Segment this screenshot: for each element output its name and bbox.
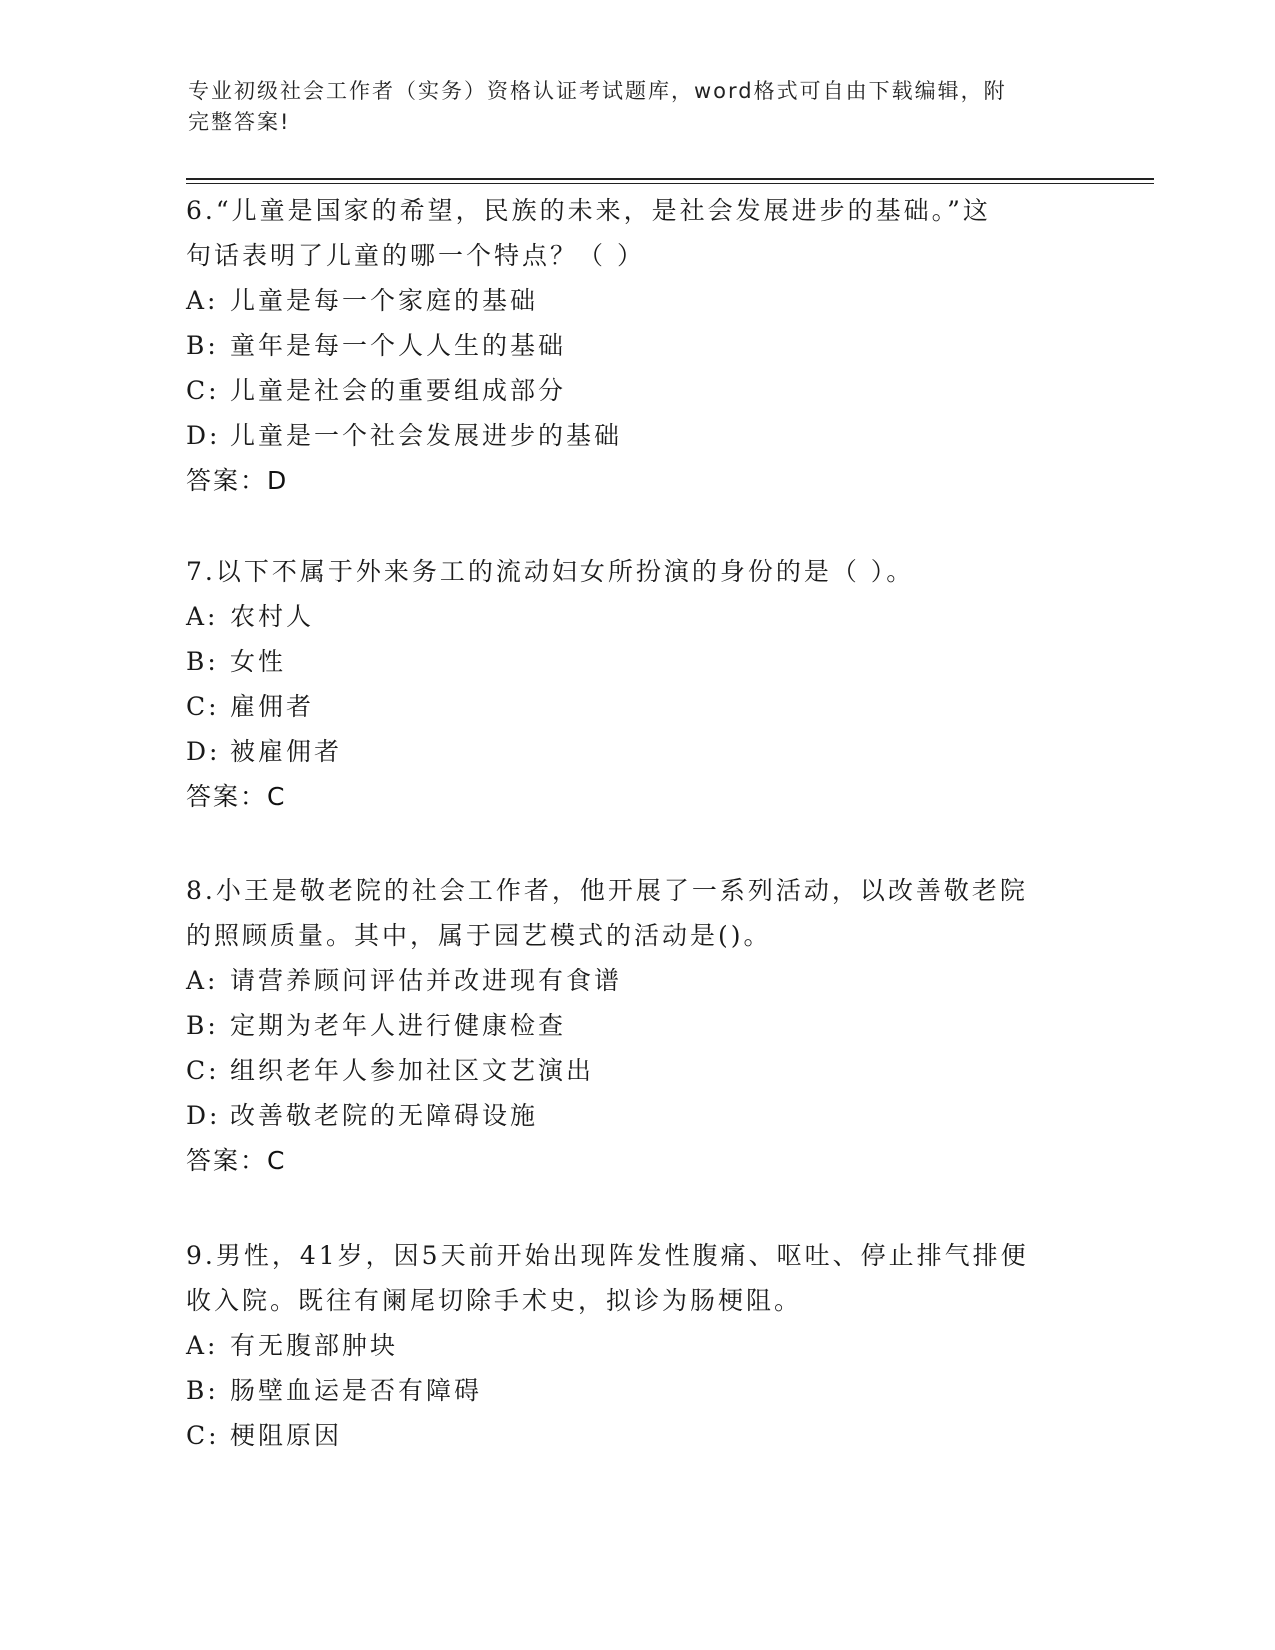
option-d <box>186 729 1066 774</box>
header-line-2: 完整答案! <box>188 110 291 134</box>
option-a <box>186 278 1066 323</box>
option-b <box>186 1368 1066 1413</box>
option-letter: C: <box>186 692 220 721</box>
question-8 <box>186 868 1066 1183</box>
option-text: 被雇佣者 <box>230 737 343 766</box>
question-stem-line: 收入院。既往有阑尾切除手术史，拟诊为肠梗阻。 <box>186 1286 803 1315</box>
option-letter: A: <box>186 966 219 995</box>
question-stem-line: 6.“儿童是国家的希望，民族的未来，是社会发展进步的基础。”这 <box>186 196 991 225</box>
question-9 <box>186 1233 1066 1458</box>
question-6 <box>186 188 1066 503</box>
header-line-1: 专业初级社会工作者（实务）资格认证考试题库，word格式可自由下载编辑，附 <box>188 79 1007 103</box>
option-letter: B: <box>186 1376 219 1405</box>
option-text: 儿童是一个社会发展进步的基础 <box>230 421 623 450</box>
option-b <box>186 323 1066 368</box>
question-stem-line: 7.以下不属于外来务工的流动妇女所扮演的身份的是（ ）。 <box>186 557 915 586</box>
question-7 <box>186 549 1066 819</box>
option-letter: D: <box>186 737 221 766</box>
option-d <box>186 413 1066 458</box>
option-letter: D: <box>186 421 221 450</box>
option-letter: C: <box>186 376 220 405</box>
option-d <box>186 1093 1066 1138</box>
option-text: 梗阻原因 <box>230 1421 343 1450</box>
option-letter: A: <box>186 1331 219 1360</box>
option-text: 雇佣者 <box>230 692 315 721</box>
option-letter: B: <box>186 1011 219 1040</box>
option-letter: C: <box>186 1421 220 1450</box>
option-letter: A: <box>186 602 219 631</box>
answer-label: 答案：C <box>186 1146 287 1175</box>
option-letter: B: <box>186 331 219 360</box>
question-stem-line: 8.小王是敬老院的社会工作者，他开展了一系列活动，以改善敬老院 <box>186 876 1028 905</box>
option-c <box>186 1048 1066 1093</box>
answer-label: 答案：C <box>186 782 287 811</box>
option-letter: D: <box>186 1101 221 1130</box>
option-text: 童年是每一个人人生的基础 <box>230 331 567 360</box>
option-text: 改善敬老院的无障碍设施 <box>230 1101 539 1130</box>
option-text: 请营养顾问评估并改进现有食谱 <box>230 966 623 995</box>
question-stem-line: 的照顾质量。其中，属于园艺模式的活动是()。 <box>186 921 772 950</box>
option-a <box>186 958 1066 1003</box>
option-b <box>186 1003 1066 1048</box>
option-text: 女性 <box>230 647 287 676</box>
header-divider-thick <box>186 178 1154 180</box>
option-text: 儿童是每一个家庭的基础 <box>230 286 539 315</box>
option-c <box>186 368 1066 413</box>
option-letter: B: <box>186 647 219 676</box>
option-b <box>186 639 1066 684</box>
question-stem-line: 9.男性，41岁，因5天前开始出现阵发性腹痛、呕吐、停止排气排便 <box>186 1241 1029 1270</box>
option-text: 肠壁血运是否有障碍 <box>230 1376 483 1405</box>
option-a <box>186 594 1066 639</box>
option-c <box>186 1413 1066 1458</box>
header-divider-thin <box>186 183 1154 184</box>
question-stem-line: 句话表明了儿童的哪一个特点？（ ） <box>186 241 645 270</box>
option-text: 组织老年人参加社区文艺演出 <box>230 1056 595 1085</box>
option-text: 农村人 <box>230 602 315 631</box>
option-a <box>186 1323 1066 1368</box>
option-letter: A: <box>186 286 219 315</box>
option-c <box>186 684 1066 729</box>
option-letter: C: <box>186 1056 220 1085</box>
option-text: 儿童是社会的重要组成部分 <box>230 376 567 405</box>
option-text: 有无腹部肿块 <box>230 1331 399 1360</box>
answer-label: 答案：D <box>186 466 289 495</box>
option-text: 定期为老年人进行健康检查 <box>230 1011 567 1040</box>
document-header <box>188 76 1068 138</box>
